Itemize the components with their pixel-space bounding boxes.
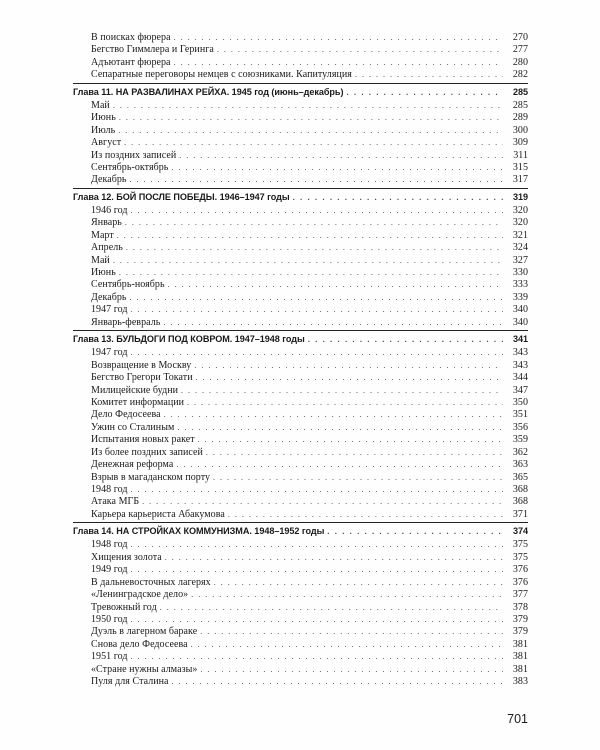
toc-entry: [73, 397, 528, 409]
toc-entry: [73, 150, 528, 162]
entry-title: 1948 год: [91, 484, 128, 495]
page-ref: 343: [512, 347, 528, 359]
dot-leader: [131, 564, 503, 576]
toc-entry: [73, 472, 528, 484]
entry-title: Июнь: [91, 112, 116, 124]
dot-leader: [172, 676, 503, 688]
dot-leader: [217, 44, 503, 56]
toc-entry: [73, 32, 528, 44]
entry-title: 1947 год: [91, 347, 128, 359]
dot-leader: [346, 85, 503, 101]
page-ref: 309: [512, 137, 528, 149]
toc-entry: [73, 589, 528, 601]
entry-title: Из поздних записей: [91, 149, 177, 161]
chapter-title: Глава 11. НА РАЗВАЛИНАХ РЕЙХА. 1945 год (июнь–декабрь): [73, 86, 344, 97]
chapter-title: Глава 14. НА СТРОЙКАХ КОММУНИЗМА. 1948–1952 годы: [73, 526, 325, 537]
dot-leader: [174, 57, 503, 69]
page-ref: 377: [512, 589, 528, 601]
entry-title: 1950 год: [91, 613, 128, 625]
entry-title: Хищения золота: [91, 551, 162, 563]
page-ref: 381: [512, 663, 528, 675]
entry-title: Комитет информации: [91, 396, 185, 408]
toc-entry: [73, 242, 528, 254]
toc-entry: [73, 651, 528, 663]
page-ref: 327: [512, 254, 528, 266]
page-ref: 378: [512, 601, 528, 613]
dot-leader: [131, 205, 503, 217]
page-ref: 285: [512, 99, 528, 111]
toc-entry: [73, 69, 528, 81]
toc-entry: [73, 409, 528, 421]
chapter-title: Глава 12. БОЙ ПОСЛЕ ПОБЕДЫ. 1946–1947 годы: [73, 191, 290, 202]
page-ref: 317: [512, 174, 528, 186]
dot-leader: [191, 639, 503, 651]
entry-title: 1949 год: [91, 564, 128, 576]
dot-leader: [171, 162, 503, 174]
dot-leader: [191, 589, 503, 601]
dot-leader: [130, 292, 503, 304]
entry-title: Август: [91, 137, 122, 149]
page-ref: 347: [512, 384, 528, 396]
toc-entry: [73, 44, 528, 56]
toc-chapter-heading: [73, 83, 528, 100]
toc-entry: [73, 676, 528, 688]
toc-entry: [73, 459, 528, 471]
page-ref: 350: [512, 396, 528, 408]
page-ref: 277: [512, 44, 528, 56]
entry-title: Бегство Гиммлера и Геринга: [91, 44, 214, 56]
dot-leader: [206, 447, 503, 459]
dot-leader: [174, 32, 503, 44]
toc-entry: [73, 292, 528, 304]
dot-leader: [164, 409, 503, 421]
page-ref: 333: [512, 279, 528, 291]
page-ref: 375: [512, 551, 528, 563]
dot-leader: [113, 255, 503, 267]
page-number: 701: [507, 712, 528, 726]
entry-title: Март: [91, 229, 114, 241]
dot-leader: [213, 472, 503, 484]
dot-leader: [131, 484, 503, 496]
dot-leader: [117, 230, 503, 242]
entry-title: Дело Федосеева: [91, 409, 161, 421]
toc-chapter-heading: [73, 330, 528, 347]
toc-entry: [73, 162, 528, 174]
toc-entry: [73, 205, 528, 217]
dot-leader: [308, 332, 503, 348]
entry-title: 1951 год: [91, 651, 128, 663]
toc-entry: [73, 372, 528, 384]
dot-leader: [118, 125, 503, 137]
page-ref: 383: [512, 676, 528, 688]
page-ref: 343: [512, 359, 528, 371]
entry-title: Милицейские будни: [91, 384, 179, 396]
entry-title: «Ленинградское дело»: [91, 589, 189, 601]
entry-title: 1948 год: [91, 539, 128, 551]
entry-title: Ужин со Сталиным: [91, 421, 175, 433]
dot-leader: [131, 614, 503, 626]
page-ref: 315: [512, 161, 528, 173]
entry-title: Снова дело Федосеева: [91, 638, 188, 650]
toc-chapter-heading: [73, 522, 528, 539]
page-ref: 376: [512, 576, 528, 588]
dot-leader: [214, 577, 503, 589]
dot-leader: [327, 524, 503, 540]
dot-leader: [168, 279, 503, 291]
page-ref: 280: [512, 56, 528, 68]
toc-entry: [73, 360, 528, 372]
page-ref: 319: [512, 191, 528, 202]
page-ref: 356: [512, 421, 528, 433]
entry-title: Атака МГБ: [91, 496, 140, 508]
page-ref: 379: [512, 613, 528, 625]
dot-leader: [160, 602, 503, 614]
entry-title: Испытания новых ракет: [91, 434, 195, 446]
dot-leader: [198, 434, 503, 446]
dot-leader: [355, 69, 503, 81]
page-ref: 341: [512, 334, 528, 345]
entry-title: Сентябрь-ноябрь: [91, 279, 165, 291]
entry-title: Взрыв в магаданском порту: [91, 471, 211, 483]
toc-entry: [73, 57, 528, 69]
entry-title: 1946 год: [91, 204, 128, 216]
page-ref: 324: [512, 242, 528, 254]
page-ref: 363: [512, 459, 528, 471]
toc-entry: [73, 577, 528, 589]
dot-leader: [177, 422, 503, 434]
toc-entry: [73, 639, 528, 651]
page-ref: 381: [512, 651, 528, 663]
chapter-title: Глава 13. БУЛЬДОГИ ПОД КОВРОМ. 1947–1948 годы: [73, 334, 305, 345]
page-ref: 374: [512, 526, 528, 537]
entry-title: Июль: [91, 124, 116, 136]
entry-title: «Стране нужны алмазы»: [91, 663, 198, 675]
toc-entry: [73, 664, 528, 676]
dot-leader: [176, 459, 503, 471]
toc-entry: [73, 112, 528, 124]
dot-leader: [181, 385, 503, 397]
dot-leader: [194, 360, 503, 372]
page-ref: 371: [512, 508, 528, 520]
toc-entry: [73, 279, 528, 291]
dot-leader: [119, 267, 503, 279]
toc-entry: [73, 385, 528, 397]
toc-entry: [73, 602, 528, 614]
entry-title: В поисках фюрера: [91, 32, 171, 43]
dot-leader: [131, 539, 503, 551]
dot-leader: [124, 137, 503, 149]
toc-entry: [73, 626, 528, 638]
entry-title: Тревожный год: [91, 601, 157, 613]
dot-leader: [131, 304, 503, 316]
page-ref: 344: [512, 372, 528, 384]
dot-leader: [125, 217, 503, 229]
toc-entry: [73, 614, 528, 626]
toc-entry: [73, 484, 528, 496]
entry-title: Январь: [91, 217, 122, 229]
dot-leader: [196, 372, 503, 384]
page-ref: 365: [512, 471, 528, 483]
toc-entry: [73, 304, 528, 316]
entry-title: Сепаратные переговоры немцев с союзниками. Капитуляция: [91, 69, 352, 81]
table-of-contents: [73, 32, 528, 689]
dot-leader: [113, 100, 503, 112]
toc-entry: [73, 230, 528, 242]
entry-title: Декабрь: [91, 174, 127, 186]
page-ref: 351: [512, 409, 528, 421]
page-ref: 368: [512, 484, 528, 495]
entry-title: Денежная реформа: [91, 459, 174, 471]
toc-entry: [73, 496, 528, 508]
dot-leader: [130, 174, 503, 186]
page-ref: 289: [512, 112, 528, 124]
page-ref: 339: [512, 291, 528, 303]
toc-entry: [73, 564, 528, 576]
dot-leader: [228, 509, 503, 521]
page-ref: 321: [512, 229, 528, 241]
entry-title: Возвращение в Москву: [91, 359, 192, 371]
entry-title: В дальневосточных лагерях: [91, 576, 211, 588]
entry-title: Карьера карьериста Абакумова: [91, 508, 225, 520]
entry-title: Дуэль в лагерном бараке: [91, 626, 198, 638]
toc-entry: [73, 509, 528, 521]
toc-entry: [73, 217, 528, 229]
dot-leader: [187, 397, 503, 409]
entry-title: Из более поздних записей: [91, 446, 203, 458]
dot-leader: [179, 150, 503, 162]
entry-title: Декабрь: [91, 291, 127, 303]
page-ref: 359: [512, 434, 528, 446]
dot-leader: [142, 496, 503, 508]
entry-title: Сентябрь-октябрь: [91, 161, 169, 173]
dot-leader: [119, 112, 503, 124]
page-ref: 300: [512, 124, 528, 136]
page-ref: 330: [512, 267, 528, 278]
entry-title: 1947 год: [91, 304, 128, 316]
toc-entry: [73, 267, 528, 279]
page-ref: 340: [512, 316, 528, 328]
toc-entry: [73, 539, 528, 551]
entry-title: Июнь: [91, 267, 116, 278]
toc-entry: [73, 125, 528, 137]
page-ref: 362: [512, 446, 528, 458]
page-ref: 320: [512, 217, 528, 229]
dot-leader: [293, 190, 503, 206]
toc-entry: [73, 552, 528, 564]
toc-entry: [73, 137, 528, 149]
dot-leader: [200, 626, 503, 638]
page-ref: 368: [512, 496, 528, 508]
toc-entry: [73, 255, 528, 267]
dot-leader: [163, 317, 503, 329]
page-ref: 311: [513, 149, 528, 161]
entry-title: Адъютант фюрера: [91, 56, 171, 68]
toc-entry: [73, 422, 528, 434]
page-ref: 381: [512, 638, 528, 650]
page-ref: 375: [512, 539, 528, 551]
toc-entry: [73, 447, 528, 459]
entry-title: Январь-февраль: [91, 316, 161, 328]
entry-title: Май: [91, 254, 110, 266]
dot-leader: [131, 347, 503, 359]
toc-entry: [73, 100, 528, 112]
entry-title: Бегство Грегори Токати: [91, 372, 193, 384]
toc-entry: [73, 174, 528, 186]
page-ref: 320: [512, 204, 528, 216]
page-ref: 376: [512, 564, 528, 576]
toc-entry: [73, 434, 528, 446]
dot-leader: [165, 552, 503, 564]
dot-leader: [126, 242, 503, 254]
toc-entry: [73, 347, 528, 359]
page-ref: 340: [512, 304, 528, 316]
dot-leader: [200, 664, 503, 676]
page-ref: 379: [512, 626, 528, 638]
page-ref: 282: [512, 69, 528, 81]
dot-leader: [131, 651, 503, 663]
page-ref: 270: [512, 32, 528, 43]
toc-entry: [73, 317, 528, 329]
entry-title: Апрель: [91, 242, 123, 254]
toc-chapter-heading: [73, 188, 528, 205]
entry-title: Май: [91, 99, 110, 111]
page-ref: 285: [512, 86, 528, 97]
entry-title: Пуля для Сталина: [91, 676, 169, 688]
